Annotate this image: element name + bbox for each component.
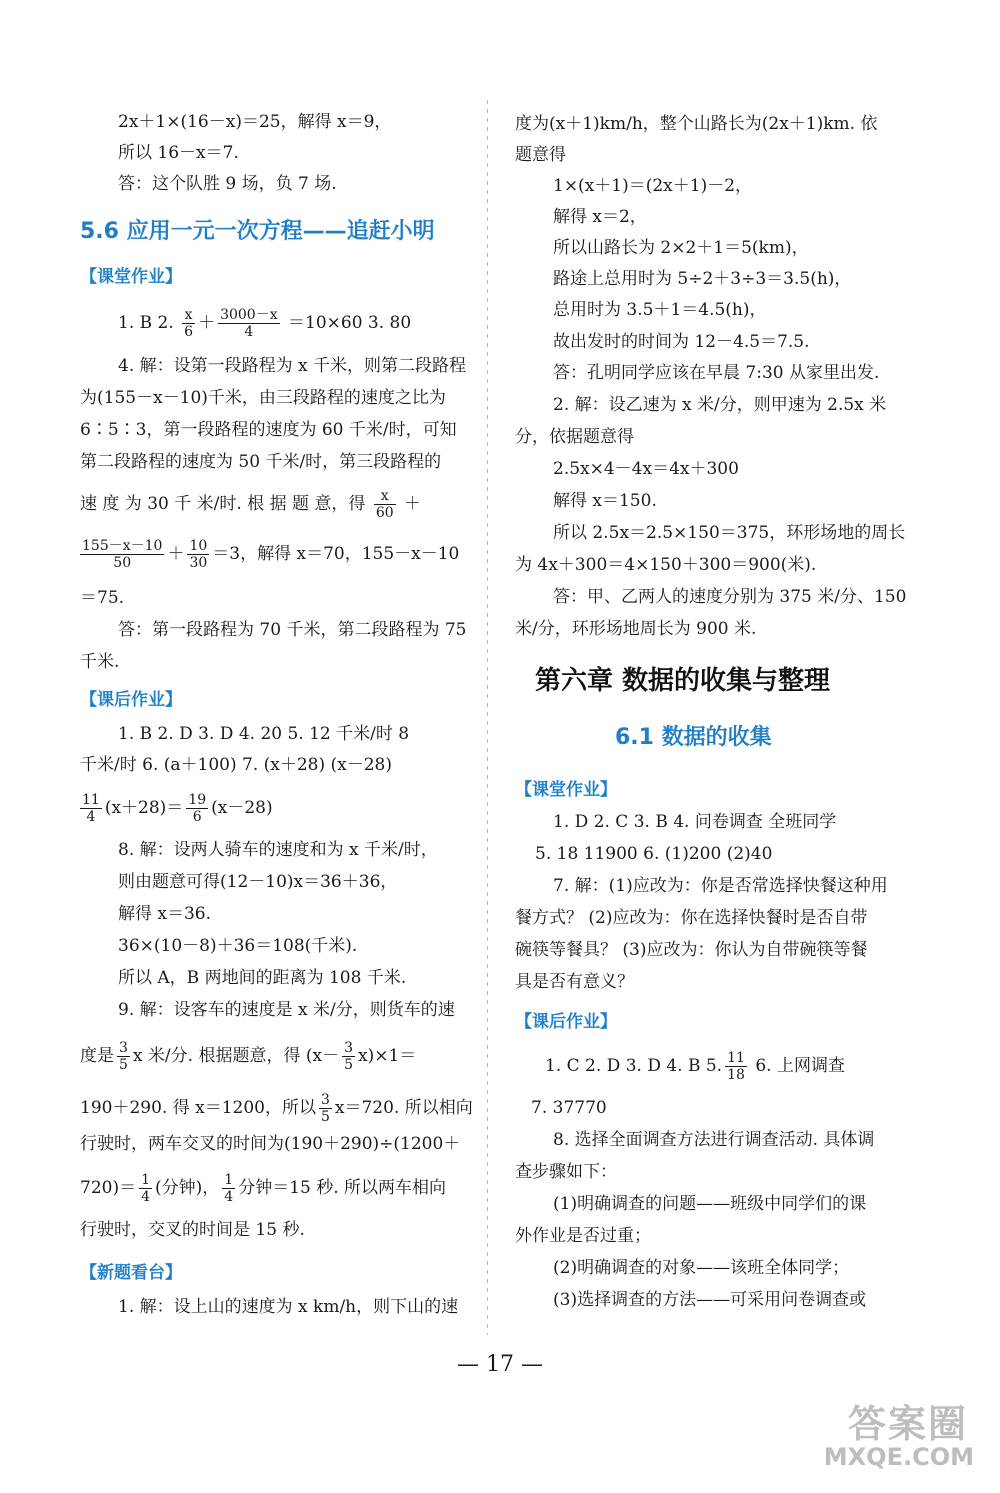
- text-line: (2)明确调查的对象——该班全体同学；: [553, 1258, 850, 1278]
- text-line: 2. 解：设乙速为 x 米/分，则甲速为 2.5x 米: [553, 395, 887, 415]
- text-line: 总用时为 3.5＋1＝4.5(h)，: [553, 300, 767, 320]
- after-work-heading: 【课后作业】: [80, 690, 182, 710]
- text-segment: ＝3，解得 x＝70，155－x－10: [212, 544, 460, 564]
- text-segment: ＋: [404, 494, 422, 514]
- text-segment: (分钟)，: [155, 1178, 220, 1198]
- text-line: 米/分，环形场地周长为 900 米.: [515, 619, 757, 639]
- section-title-5-6: 5.6 应用一元一次方程——追赶小明: [80, 219, 435, 244]
- numerator: 3: [344, 1040, 353, 1056]
- text-segment: 720)＝: [80, 1178, 137, 1198]
- numerator: 3000－x: [220, 307, 278, 323]
- text-line: 5. 18 11900 6. (1)200 (2)40: [535, 844, 773, 864]
- text-line: 6∶5∶3，第一段路程的速度为 60 千米/时，可知: [80, 420, 457, 440]
- watermark-top: 答案圈: [847, 1402, 968, 1446]
- text-line: 1. B 2. D 3. D 4. 20 5. 12 千米/时 8: [118, 724, 410, 744]
- text-line: 答：甲、乙两人的速度分别为 375 米/分、150: [553, 587, 907, 607]
- text-segment: (x＋28)＝: [104, 798, 184, 818]
- text-segment: 6. 上网调查: [755, 1056, 845, 1076]
- text-line: [80, 488, 465, 521]
- text-line: (3)选择调查的方法——可采用问卷调查或: [553, 1290, 867, 1310]
- text-line: 1×(x＋1)＝(2x＋1)－2，: [553, 176, 753, 196]
- text-line: (1)明确调查的问题——班级中同学们的课: [553, 1194, 867, 1214]
- denominator: 4: [224, 1189, 234, 1205]
- numerator: 3: [119, 1040, 128, 1056]
- fraction: [80, 792, 102, 825]
- denominator: 6: [192, 809, 202, 825]
- numerator: 10: [189, 538, 208, 554]
- text-segment: 速 度 为 30 千 米/时. 根 据 题 意，得: [80, 494, 366, 514]
- denominator: 5: [320, 1109, 330, 1125]
- fraction: [187, 538, 209, 571]
- numerator: 3: [320, 1092, 330, 1108]
- text-line: 答：第一段路程为 70 千米，第二段路程为 75: [118, 620, 467, 640]
- denominator: 60: [375, 505, 394, 521]
- text-line: 则由题意可得(12－10)x＝36＋36，: [118, 872, 398, 892]
- numerator: x: [182, 307, 195, 324]
- denominator: 50: [113, 555, 132, 571]
- class-work-heading: 【课堂作业】: [80, 267, 182, 287]
- column-divider: [487, 100, 488, 1335]
- watermark: [788, 1393, 978, 1473]
- text-segment: x)×1＝: [358, 1046, 417, 1066]
- text-line: 行驶时，两车交叉的时间为(190＋290)÷(1200＋: [80, 1134, 461, 1154]
- numerator: 11: [82, 792, 100, 808]
- text-line: 1. D 2. C 3. B 4. 问卷调查 全班同学: [553, 812, 837, 832]
- text-line: 所以山路长为 2×2＋1＝5(km)，: [553, 238, 809, 258]
- text-segment: 分钟＝15 秒. 所以两车相向: [238, 1178, 447, 1198]
- chapter-title: 第六章 数据的收集与整理: [535, 666, 831, 696]
- fraction: [319, 1092, 332, 1125]
- text-line: [80, 792, 465, 825]
- section-title-6-1: 6.1 数据的收集: [615, 725, 772, 750]
- text-line: 千米/时 6. (a＋100) 7. (x＋28) (x－28): [80, 755, 393, 775]
- text-line: 7. 解：(1)应改为：你是否常选择快餐这种用: [553, 876, 888, 896]
- text-line: 度为(x＋1)km/h，整个山路长为(2x＋1)km. 依: [515, 114, 878, 134]
- text-line: 路途上总用时为 5÷2＋3÷3＝3.5(h)，: [553, 269, 852, 289]
- text-line: 为 4x＋300＝4×150＋300＝900(米).: [515, 555, 817, 575]
- text-line: [80, 1040, 465, 1073]
- fraction: [725, 1050, 747, 1083]
- denominator: 4: [244, 324, 254, 340]
- denominator: 5: [119, 1057, 128, 1073]
- numerator: 11: [727, 1050, 745, 1066]
- text-line: 外作业是否过重；: [515, 1226, 651, 1246]
- text-line: 题意得: [515, 145, 566, 165]
- denominator: 18: [727, 1067, 745, 1083]
- text-line: 餐方式？ (2)应改为：你在选择快餐时是否自带: [515, 908, 868, 928]
- fraction: [186, 792, 208, 825]
- text-line: 4. 解：设第一段路程为 x 千米，则第二段路程: [118, 356, 467, 376]
- text-segment: 1. C 2. D 3. D 4. B 5.: [545, 1056, 723, 1076]
- text-line: 查步骤如下：: [515, 1162, 617, 1182]
- denominator: 4: [86, 809, 96, 825]
- fraction: [374, 488, 396, 521]
- text-line: 具是否有意义？: [515, 972, 634, 992]
- denominator: 30: [189, 555, 208, 571]
- watermark-bottom: MXQE.COM: [823, 1443, 974, 1471]
- text-line: 故出发时的时间为 12－4.5＝7.5.: [553, 332, 810, 352]
- text-line: [515, 1050, 900, 1083]
- denominator: 4: [141, 1189, 151, 1205]
- page-number: — 17 —: [457, 1352, 543, 1377]
- answer-text: 1. B 2.: [118, 313, 174, 333]
- text-line: 2.5x×4－4x＝4x＋300: [553, 459, 739, 479]
- fraction: [342, 1040, 355, 1073]
- text-line: 所以 16－x＝7.: [118, 143, 239, 163]
- text-segment: (x－28): [211, 798, 273, 818]
- text-line: 7. 37770: [531, 1098, 607, 1118]
- fraction: [80, 538, 164, 571]
- text-line: 答：这个队胜 9 场，负 7 场.: [118, 174, 337, 194]
- text-line: 为(155－x－10)千米，由三段路程的速度之比为: [80, 388, 446, 408]
- text-line: [80, 1172, 465, 1205]
- text-line: 解得 x＝36.: [118, 904, 212, 924]
- fraction: [139, 1172, 152, 1205]
- text-line: 36×(10－8)＋36＝108(千米).: [118, 936, 358, 956]
- text-line: 8. 解：设两人骑车的速度和为 x 千米/时，: [118, 840, 438, 860]
- text-line: 8. 选择全面调查方法进行调查活动. 具体调: [553, 1130, 875, 1150]
- text-line: 所以 2.5x＝2.5×150＝375，环形场地的周长: [553, 523, 906, 543]
- denominator: 5: [344, 1057, 353, 1073]
- numerator: 19: [188, 792, 207, 808]
- new-questions-heading: 【新题看台】: [80, 1263, 182, 1283]
- fraction: [117, 1040, 130, 1073]
- text-line: 千米.: [80, 652, 120, 672]
- text-line: 解得 x＝2，: [553, 207, 647, 227]
- text-line: [80, 1092, 473, 1125]
- text-line: 1. 解：设上山的速度为 x km/h，则下山的速: [118, 1297, 459, 1317]
- plus-sign: ＋: [198, 313, 216, 333]
- text-segment: x＝720. 所以相向: [334, 1098, 473, 1118]
- denominator: 6: [184, 324, 194, 340]
- fraction: [218, 307, 280, 340]
- text-line: 行驶时，交叉的时间是 15 秒.: [80, 1220, 305, 1240]
- text-line: [80, 538, 465, 571]
- text-segment: 190＋290. 得 x＝1200，所以: [80, 1098, 316, 1118]
- numerator: 1: [141, 1172, 151, 1188]
- text-line: 解得 x＝150.: [553, 491, 657, 511]
- class-work-heading: 【课堂作业】: [515, 780, 617, 800]
- numerator: x: [374, 488, 396, 505]
- text-line: 2x＋1×(16－x)＝25，解得 x＝9，: [118, 112, 392, 132]
- text-line: 分，依据题意得: [515, 427, 634, 447]
- answer-line: [80, 307, 465, 340]
- text-line: ＝75.: [80, 588, 125, 608]
- text-segment: 度是: [80, 1046, 114, 1066]
- fraction: [182, 307, 195, 340]
- text-line: 碗筷等餐具？ (3)应改为：你认为自带碗筷等餐: [515, 940, 868, 960]
- numerator: 155－x－10: [82, 538, 163, 554]
- text-line: 9. 解：设客车的速度是 x 米/分，则货车的速: [118, 1000, 455, 1020]
- text-line: 所以 A，B 两地间的距离为 108 千米.: [118, 968, 407, 988]
- text-segment: x 米/分. 根据题意，得 (x－: [132, 1046, 340, 1066]
- fraction: [222, 1172, 235, 1205]
- answer-text: ＝10×60 3. 80: [288, 313, 412, 333]
- text-line: 第二段路程的速度为 50 千米/时，第三段路程的: [80, 452, 442, 472]
- numerator: 1: [224, 1172, 234, 1188]
- plus-sign: ＋: [167, 544, 185, 564]
- text-line: 答：孔明同学应该在早晨 7:30 从家里出发.: [553, 363, 880, 383]
- after-work-heading: 【课后作业】: [515, 1012, 617, 1032]
